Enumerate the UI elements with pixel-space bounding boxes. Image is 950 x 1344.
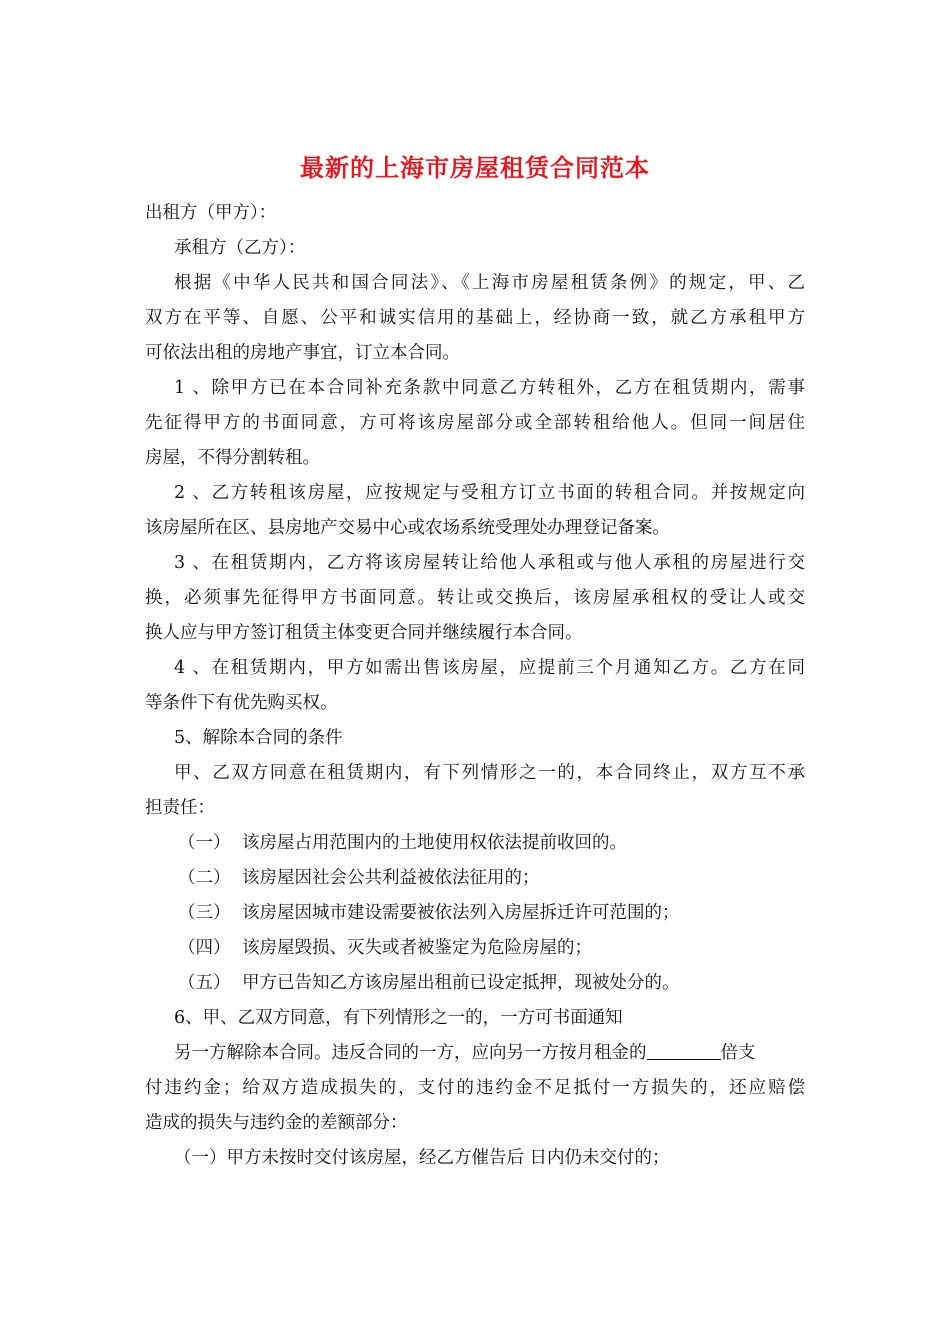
clause-6-line: 造成的损失与违约金的差额部分： [145, 1113, 408, 1133]
condition-item [145, 826, 805, 861]
clause-2-line: 2 、乙方转租该房屋，应按规定与受租方订立书面的转租合同。并按规定向 [174, 483, 805, 503]
clause-4-line: 4 、在租赁期内，甲方如需出售该房屋，应提前三个月通知乙方。乙方在同 [174, 658, 805, 678]
clause-6-text-end: 倍支 [720, 1043, 756, 1063]
clause-3-line: 3 、在租赁期内，乙方将该房屋转让给他人承租或与他人承租的房屋进行交 [174, 553, 805, 573]
condition-text: 该房屋毁损、灭失或者被鉴定为危险房屋的； [242, 938, 592, 958]
clause-5-line: 担责任： [145, 798, 215, 818]
condition-number: （一） [178, 833, 231, 853]
clause-5-line: 甲、乙双方同意在租赁期内，有下列情形之一的，本合同终止，双方互不承 [174, 763, 805, 783]
clause-6-text: 另一方解除本合同。违反合同的一方，应向另一方按月租金的 [174, 1043, 647, 1063]
condition-item [145, 896, 805, 931]
condition-item [145, 931, 805, 966]
blank-field [647, 1041, 721, 1060]
clause-3-line: 换人应与甲方签订租赁主体变更合同并继续履行本合同。 [145, 623, 583, 643]
clause-2-line: 该房屋所在区、县房地产交易中心或农场系统受理处办理登记备案。 [145, 518, 670, 538]
condition-text: 该房屋因城市建设需要被依法列入房屋拆迁许可范围的； [242, 903, 680, 923]
paragraph-line: 可依法出租的房地产事宜，订立本合同。 [145, 343, 460, 363]
clause-6-line: 付违约金；给双方造成损失的，支付的违约金不足抵付一方损失的，还应赔偿 [145, 1078, 805, 1098]
clause-3-line: 换，必须事先征得甲方书面同意。转让或交换后，该房屋承租权的受让人或交 [145, 588, 805, 608]
clause-6-item: （一）甲方未按时交付该房屋，经乙方催告后 日内仍未交付的； [174, 1148, 670, 1168]
condition-item [145, 966, 805, 1001]
clause-1-line: 先征得甲方的书面同意，方可将该房屋部分或全部转租给他人。但同一间居住 [145, 413, 805, 433]
condition-text: 甲方已告知乙方该房屋出租前已设定抵押，现被处分的。 [242, 973, 680, 993]
clause-1-line: 房屋，不得分割转租。 [145, 448, 320, 468]
condition-item [145, 861, 805, 896]
condition-number: （二） [178, 868, 231, 888]
clause-6-heading: 6、甲、乙双方同意，有下列情形之一的，一方可书面通知 [174, 1008, 623, 1028]
clause-4-line: 等条件下有优先购买权。 [145, 693, 338, 713]
condition-number: （四） [178, 938, 231, 958]
contract-body [145, 196, 805, 1176]
condition-text: 该房屋占用范围内的土地使用权依法提前收回的。 [242, 833, 627, 853]
condition-text: 该房屋因社会公共利益被依法征用的； [242, 868, 540, 888]
clause-5-heading: 5、解除本合同的条件 [174, 728, 343, 748]
lessor-line: 出租方（甲方）： [145, 203, 277, 223]
condition-number: （三） [178, 903, 231, 923]
lessee-line: 承租方（乙方）： [174, 238, 306, 258]
document-title: 最新的上海市房屋租赁合同范本 [300, 153, 650, 182]
clause-6-line [145, 1036, 805, 1071]
condition-number: （五） [178, 973, 231, 993]
clause-1-line: 1 、除甲方已在本合同补充条款中同意乙方转租外，乙方在租赁期内，需事 [174, 378, 805, 398]
paragraph-line: 双方在平等、自愿、公平和诚实信用的基础上，经协商一致，就乙方承租甲方 [145, 308, 805, 328]
paragraph-line: 根据《中华人民共和国合同法》、《上海市房屋租赁条例》的规定，甲、乙 [174, 273, 805, 293]
